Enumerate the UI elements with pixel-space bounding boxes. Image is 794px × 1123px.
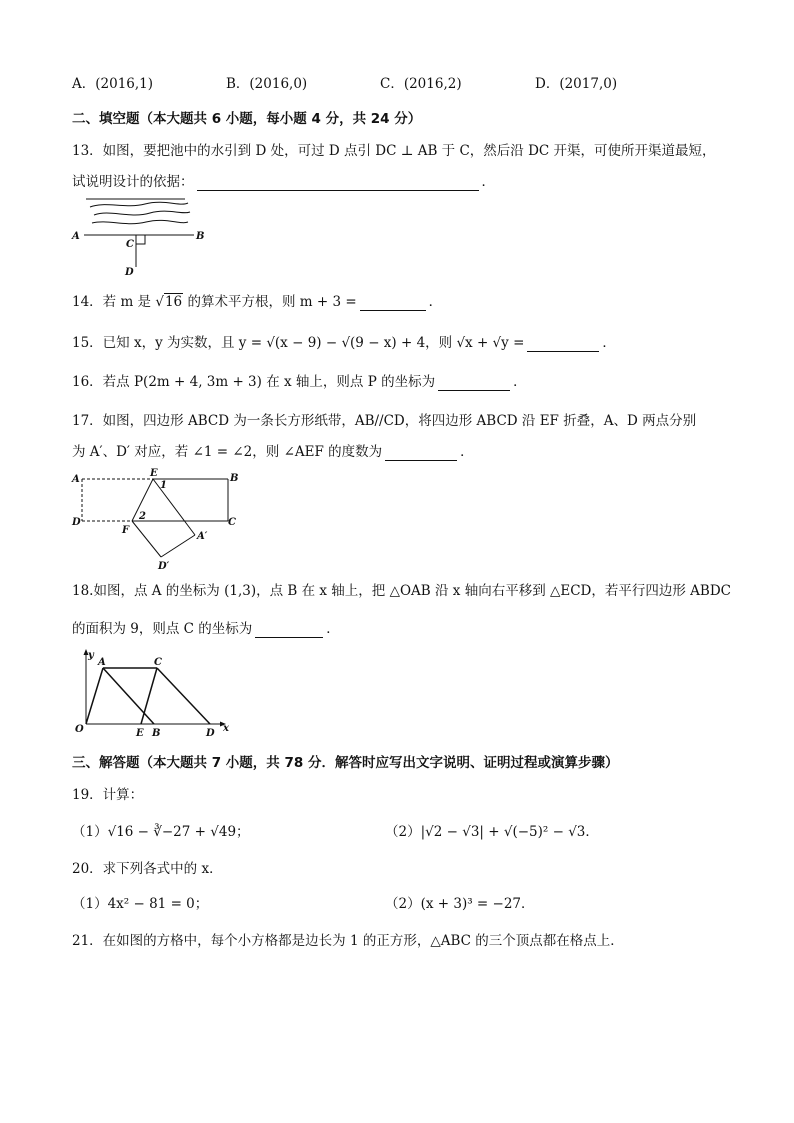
q18-label-d: D [206,728,215,739]
q18-label-b: B [152,728,161,739]
q17-line1: 17．如图，四边形 ABCD 为一条长方形纸带，AB//CD，将四边形 ABCD 沿 EF 折叠，A、D 两点分别 [72,413,697,429]
q13-label-a: A [72,231,80,242]
q17-label-e: E [150,468,158,479]
q17-label-f: F [122,525,130,536]
q18-figure [70,648,240,740]
q17-label-d: D [72,517,81,528]
q13-label-c: C [126,239,134,250]
q17-angle-1: 1 [160,480,167,491]
q16-text: 16．若点 P(2m + 4, 3m + 3) 在 x 轴上，则点 P 的坐标为 ． [72,374,527,390]
q18-line2: 的面积为 9，则点 C 的坐标为 ． [72,621,340,637]
option-a: A．(2016,1) [72,76,154,92]
option-d: D．(2017,0) [535,76,618,92]
q13-answer-blank[interactable] [197,176,479,191]
q17-figure [70,465,250,575]
q14-text: 14．若 m 是 √16 的算术平方根，则 m + 3 = ． [72,294,443,310]
q13-label-b: B [196,231,205,242]
q17-label-b: B [230,473,239,484]
q18-label-x: x [223,723,229,734]
q16-answer-blank[interactable] [438,376,510,391]
section-3-title: 三、解答题（本大题共 7 小题，共 78 分．解答时应写出文字说明、证明过程或演算步骤） [72,755,619,771]
q13-line2: 试说明设计的依据： ． [72,174,495,190]
q17-answer-blank[interactable] [385,446,457,461]
q19-part2: （2）|√2 − √3| + √(−5)² − √3． [385,824,599,840]
q17-angle-2: 2 [139,511,146,522]
q21-text: 21．在如图的方格中，每个小方格都是边长为 1 的正方形，△ABC 的三个顶点都在格点上． [72,933,624,949]
q17-label-c: C [228,517,236,528]
q15-text: 15．已知 x，y 为实数，且 y = √(x − 9) − √(9 − x) + 4，则 √x + √y = ． [72,335,616,351]
q18-line1: 18.如图，点 A 的坐标为 (1,3)，点 B 在 x 轴上，把 △OAB 沿 x 轴向右平移到 △ECD，若平行四边形 ABDC [72,583,731,599]
q18-label-y: y [88,650,94,661]
q17-line2: 为 A′、D′ 对应，若 ∠1 = ∠2，则 ∠AEF 的度数为 ． [72,444,474,460]
q18-answer-blank[interactable] [255,623,323,638]
q13-line1: 13．如图，要把池中的水引到 D 处，可过 D 点引 DC ⊥ AB 于 C，然后沿 DC 开渠，可使所开渠道最短， [72,143,716,159]
q20-part1: （1）4x² − 81 = 0； [72,896,209,912]
q17-label-d-prime: D′ [158,561,170,572]
q19-title: 19．计算： [72,787,144,803]
q20-part2: （2）(x + 3)³ = −27． [385,896,535,912]
q14-answer-blank[interactable] [360,296,426,311]
option-b: B．(2016,0) [226,76,308,92]
q20-title: 20．求下列各式中的 x． [72,861,223,877]
option-c: C．(2016,2) [380,76,462,92]
q18-label-a: A [98,657,106,668]
q18-label-c: C [154,657,162,668]
q18-label-e: E [136,728,144,739]
q17-label-a-prime: A′ [197,531,208,542]
q15-answer-blank[interactable] [527,337,599,352]
q13-label-d: D [125,267,134,278]
q17-label-a: A [72,474,80,485]
q18-label-o: O [75,724,84,735]
section-2-title: 二、填空题（本大题共 6 小题，每小题 4 分，共 24 分） [72,111,422,127]
q19-part1: （1）√16 − ∛−27 + √49； [72,824,250,840]
q13-figure [70,195,210,280]
